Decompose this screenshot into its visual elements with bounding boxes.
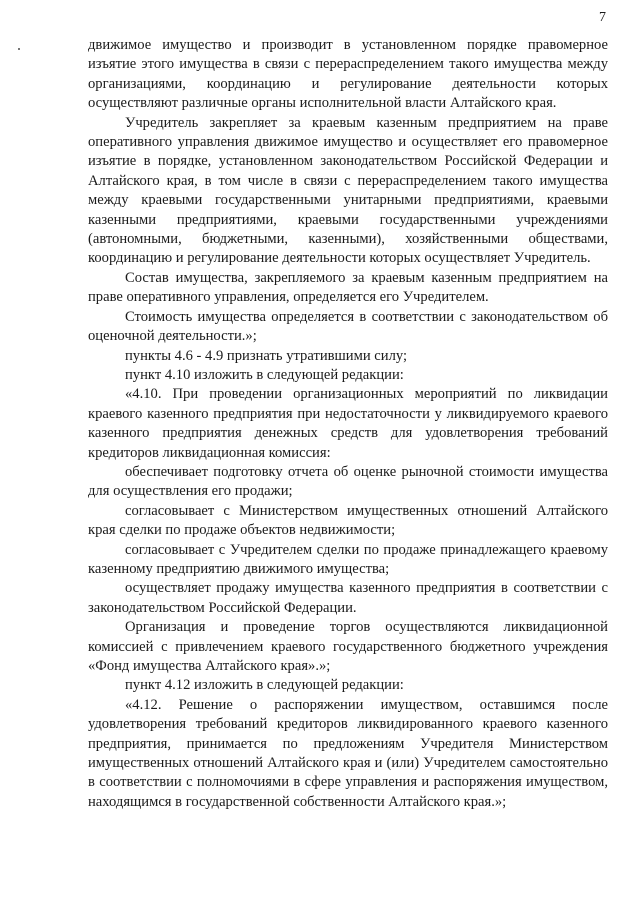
paragraph: обеспечивает подготовку отчета об оценке рыночной стоимости имущества для осуществления его продажи; [88, 463, 608, 500]
paragraph: согласовывает с Министерством имущественных отношений Алтайского края сделки по продаже объектов недвижимости; [88, 502, 608, 539]
paragraph: Стоимость имущества определяется в соответствии с законодательством об оценочной деятельности.»; [88, 308, 608, 345]
paragraph: пункты 4.6 - 4.9 признать утратившими силу; [125, 347, 408, 364]
paragraph: пункт 4.10 изложить в следующей редакции: [125, 366, 404, 383]
paragraph: Учредитель закрепляет за краевым казенным предприятием на праве оперативного управления движимое имущество и осуществляет его правомерное изъятие в порядке, установленном законодательством Российской Федерации и Алтайского края, в том числе в связи с перераспределением такого имущества между краевыми государственными унитарными предприятиями, краевыми казенными предприятиями, краевыми государственными учреждениями (автономными, бюджетными, казенными), хозяйственными обществами, координацию и регулирование деятельности которых осуществляет Учредитель. [88, 114, 608, 267]
paragraph: «4.12. Решение о распоряжении имуществом, оставшимся после удовлетворения требований кредиторов ликвидированного краевого казенного предприятия, принимается по предложениям Учредителя Министерством имущественных отношений Алтайского края и (или) Учредителем самостоятельно в соответствии с полномочиями в сфере управления и распоряжения имуществом, находящимся в государственной собственности Алтайского края.»; [88, 696, 608, 810]
paragraph: пункт 4.12 изложить в следующей редакции: [125, 677, 404, 694]
page-number: 7 [599, 10, 606, 25]
document-body [88, 36, 608, 812]
paragraph: Организация и проведение торгов осуществляются ликвидационной комиссией с привлечением краевого государственного бюджетного учреждения «Фонд имущества Алтайского края».»; [88, 619, 608, 674]
paragraph: осуществляет продажу имущества казенного предприятия в соответствии с законодательством Российской Федерации. [88, 580, 608, 616]
paragraph: движимое имущество и производит в установленном порядке правомерное изъятие этого имущества в связи с перераспределением такого имущества между организациями, координацию и регулирование деятельности которых осуществляют различные органы исполнительной власти Алтайского края. [88, 37, 608, 112]
paragraph: Состав имущества, закрепляемого за краевым казенным предприятием на праве оперативного управления, определяется его Учредителем. [88, 269, 608, 306]
paragraph: «4.10. При проведении организационных мероприятий по ликвидации краевого казенного предприятия при недостаточности у ликвидируемого краевого казенного предприятия денежных средств для удовлетворения требований кредиторов ликвидационная комиссия: [88, 386, 608, 461]
paragraph: согласовывает с Учредителем сделки по продаже принадлежащего краевому казенному предприятию движимого имущества; [88, 541, 608, 577]
scan-speck [18, 48, 20, 50]
